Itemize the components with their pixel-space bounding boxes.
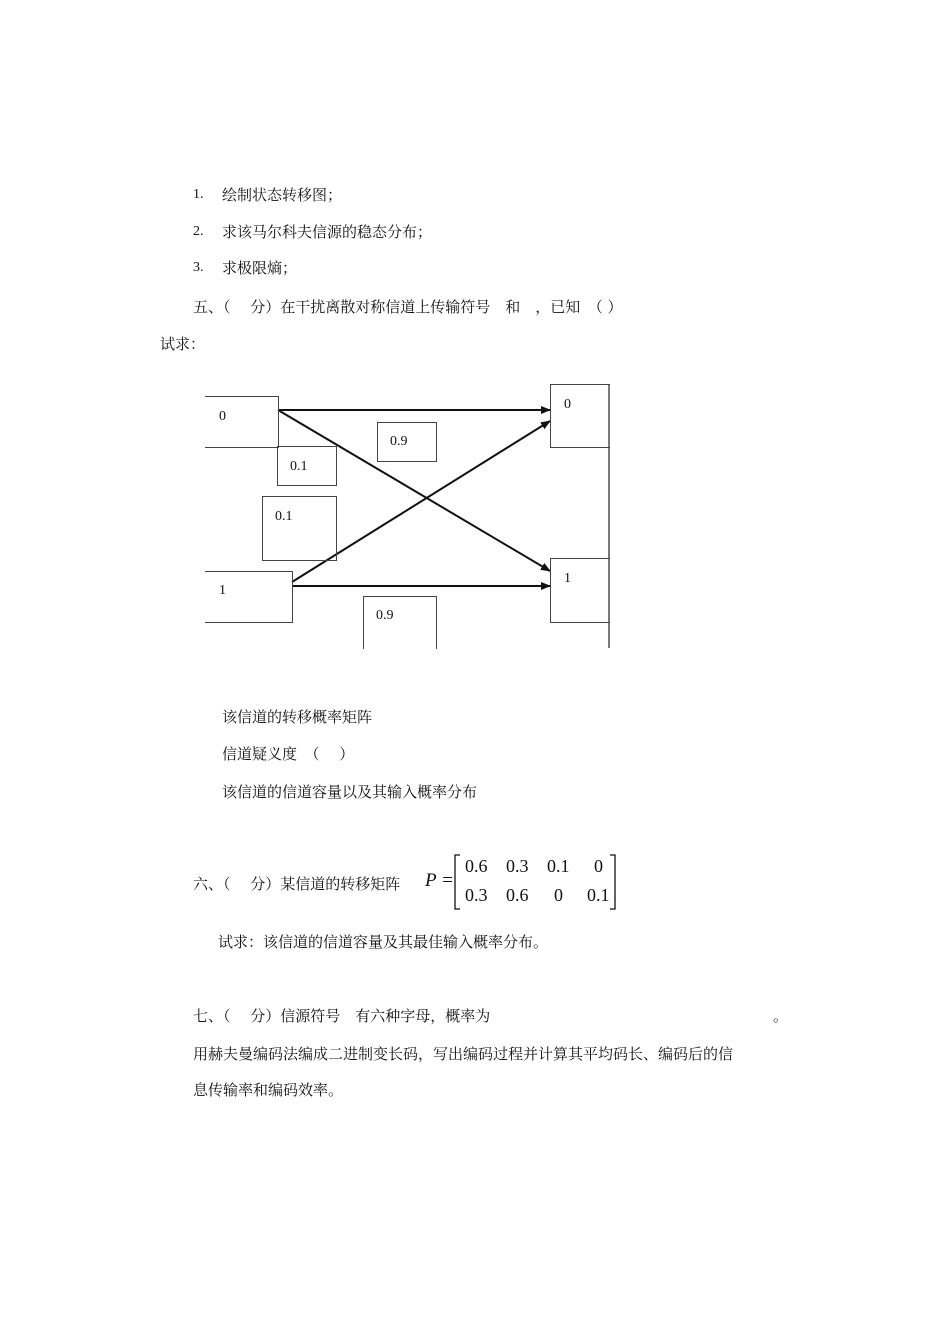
output-0-label: 0 bbox=[564, 397, 571, 412]
prob-1-to-1-label: 0.9 bbox=[376, 608, 394, 623]
output-1-label: 1 bbox=[564, 571, 571, 586]
output-0-box bbox=[550, 384, 610, 448]
section7-period: 。 bbox=[773, 1007, 789, 1025]
prob-0-to-1-label: 0.1 bbox=[290, 459, 308, 474]
prob-1-to-0-label: 0.1 bbox=[275, 509, 293, 524]
section5-sub2: 信道疑义度 （ ） bbox=[222, 745, 355, 763]
item-2-number: 2. bbox=[193, 224, 204, 239]
section5-sub3: 该信道的信道容量以及其输入概率分布 bbox=[222, 783, 478, 801]
matrix-r2-c4: 0.1 bbox=[587, 885, 610, 905]
matrix-r2-c1: 0.3 bbox=[465, 885, 488, 905]
input-1-label: 1 bbox=[219, 583, 226, 598]
matrix-r2-c3: 0 bbox=[554, 885, 563, 905]
section6-heading: 六、（ 分）某信道的转移矩阵 bbox=[193, 875, 401, 893]
channel-diagram bbox=[0, 370, 950, 670]
item-3-text: 求极限熵； bbox=[222, 259, 298, 277]
item-1-number: 1. bbox=[193, 187, 204, 202]
output-1-box bbox=[550, 558, 610, 623]
matrix-r2-c2: 0.6 bbox=[506, 885, 529, 905]
matrix-r1-c3: 0.1 bbox=[547, 856, 570, 876]
prob-0-to-0-label: 0.9 bbox=[390, 434, 408, 449]
section6-ask: 试求：该信道的信道容量及其最佳输入概率分布。 bbox=[218, 933, 549, 951]
input-0-label: 0 bbox=[219, 409, 226, 424]
section5-heading: 五、（ 分）在干扰离散对称信道上传输符号 和 ，已知 （ ） bbox=[193, 298, 623, 316]
input-0-box bbox=[205, 396, 279, 448]
section7-line2: 用赫夫曼编码法编成二进制变长码，写出编码过程并计算其平均码长、编码后的信 bbox=[193, 1045, 734, 1063]
item-1-text: 绘制状态转移图； bbox=[222, 186, 343, 204]
section5-sub1: 该信道的转移概率矩阵 bbox=[222, 708, 373, 726]
matrix-label: P = bbox=[425, 870, 454, 891]
item-2-text: 求该马尔科夫信源的稳态分布； bbox=[222, 223, 433, 241]
matrix-r1-c1: 0.6 bbox=[465, 856, 488, 876]
prob-1-to-0-box bbox=[262, 496, 337, 561]
prob-1-to-1-box bbox=[363, 596, 437, 649]
item-3-number: 3. bbox=[193, 260, 204, 275]
section7-line3: 息传输率和编码效率。 bbox=[193, 1081, 344, 1099]
section5-ask: 试求： bbox=[160, 335, 206, 353]
matrix-r1-c4: 0 bbox=[594, 856, 603, 876]
section7-heading: 七、（ 分）信源符号 有六种字母，概率为 bbox=[193, 1007, 491, 1025]
matrix-r1-c2: 0.3 bbox=[506, 856, 529, 876]
